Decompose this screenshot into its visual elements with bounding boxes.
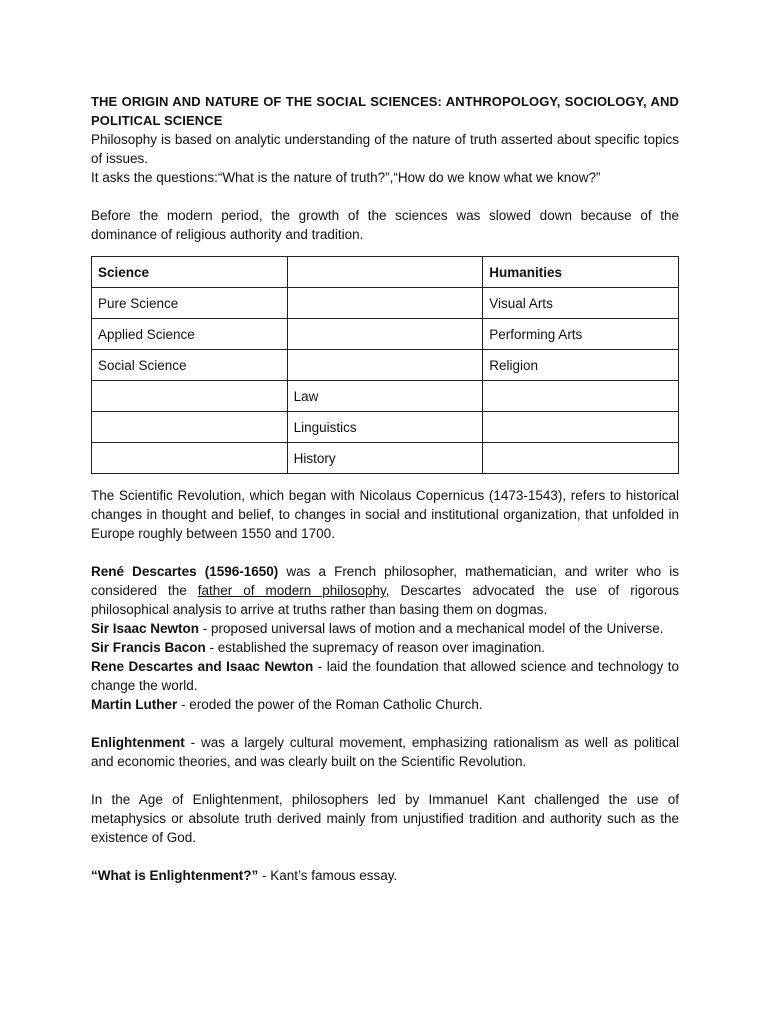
table-row: [92, 257, 679, 288]
document-page: [91, 92, 679, 885]
table-cell: Humanities: [483, 257, 679, 288]
spacer: [91, 543, 679, 562]
figure-descartes-newton: [91, 657, 679, 695]
enlightenment-desc: - was a largely cultural movement, emphasizing rationalism as well as political and economic theories, and was clearly built on the Scientific Revolution.: [91, 735, 679, 769]
intro-line-1: Philosophy is based on analytic understanding of the nature of truth asserted about specific topics of issues.: [91, 132, 679, 166]
figure-desc: - laid the foundation that allowed science and technology to change the world.: [91, 659, 680, 693]
table-cell: [483, 412, 679, 443]
father-of-modern-philosophy-link: father of modern philosophy: [197, 583, 386, 598]
figure-name: Sir Isaac Newton: [91, 621, 200, 636]
figure-desc: - proposed universal laws of motion and a mechanical model of the Universe.: [199, 621, 664, 636]
table-row: [92, 288, 679, 319]
table-cell: Science: [92, 257, 288, 288]
scientific-revolution-paragraph: The Scientific Revolution, which began with Nicolaus Copernicus (1473-1543), refers to historical changes in thought and belief, to changes in social and institutional organization, that unfolded in Europe roughly between 1550 and 1700.: [91, 488, 679, 541]
table-cell: [287, 257, 483, 288]
descartes-text-b: , Descartes advocated the use of rigorous philosophical analysis to arrive at truths rather than basing them on dogmas.: [91, 583, 679, 617]
table-cell: [92, 412, 288, 443]
kant-essay-title: “What is Enlightenment?”: [91, 868, 259, 883]
table-cell: [287, 319, 483, 350]
table-row: [92, 350, 679, 381]
enlightenment-paragraph: [91, 733, 679, 771]
kant-essay-desc: - Kant’s famous essay.: [258, 868, 398, 883]
table-cell: Law: [287, 381, 483, 412]
figure-name: Rene Descartes and Isaac Newton: [91, 659, 314, 674]
figure-desc: - established the supremacy of reason over imagination.: [205, 640, 545, 655]
intro-line-2: It asks the questions:“What is the nature of truth?”,“How do we know what we know?”: [91, 170, 601, 185]
age-of-enlightenment-paragraph: In the Age of Enlightenment, philosophers led by Immanuel Kant challenged the use of metaphysics or absolute truth derived mainly from unjustified tradition and authority such as the existence of God.: [91, 792, 679, 845]
table-cell: Linguistics: [287, 412, 483, 443]
spacer: [91, 187, 679, 206]
enlightenment-term: Enlightenment: [91, 735, 185, 750]
table-cell: Visual Arts: [483, 288, 679, 319]
document-title: THE ORIGIN AND NATURE OF THE SOCIAL SCIENCES: ANTHROPOLOGY, SOCIOLOGY, AND POLITICAL SCIENCE: [91, 94, 679, 128]
table-cell: [92, 381, 288, 412]
descartes-text-a: was a French philosopher, mathematician, and writer who is considered the: [91, 564, 679, 598]
spacer: [91, 771, 679, 790]
figure-name: Martin Luther: [91, 697, 178, 712]
descartes-name: René Descartes (1596-1650): [91, 564, 279, 579]
before-modern-paragraph: Before the modern period, the growth of the sciences was slowed down because of the dominance of religious authority and tradition.: [91, 208, 679, 242]
table-cell: [92, 443, 288, 474]
table-cell: [287, 288, 483, 319]
table-cell: [483, 443, 679, 474]
descartes-paragraph: [91, 562, 679, 619]
table-cell: [287, 350, 483, 381]
table-row: [92, 319, 679, 350]
table-cell: Performing Arts: [483, 319, 679, 350]
table-cell: [483, 381, 679, 412]
spacer: [91, 714, 679, 733]
table-row: [92, 443, 679, 474]
figure-desc: - eroded the power of the Roman Catholic Church.: [177, 697, 483, 712]
table-row: [92, 381, 679, 412]
spacer: [91, 847, 679, 866]
table-cell: Applied Science: [92, 319, 288, 350]
figure-luther: [91, 695, 679, 714]
table-cell: Pure Science: [92, 288, 288, 319]
figure-name: Sir Francis Bacon: [91, 640, 206, 655]
kant-essay-line: [91, 866, 679, 885]
figure-bacon: [91, 638, 679, 657]
figure-newton: [91, 619, 679, 638]
table-row: [92, 412, 679, 443]
table-cell: History: [287, 443, 483, 474]
table-cell: Religion: [483, 350, 679, 381]
science-humanities-table: [91, 256, 679, 474]
table-cell: Social Science: [92, 350, 288, 381]
